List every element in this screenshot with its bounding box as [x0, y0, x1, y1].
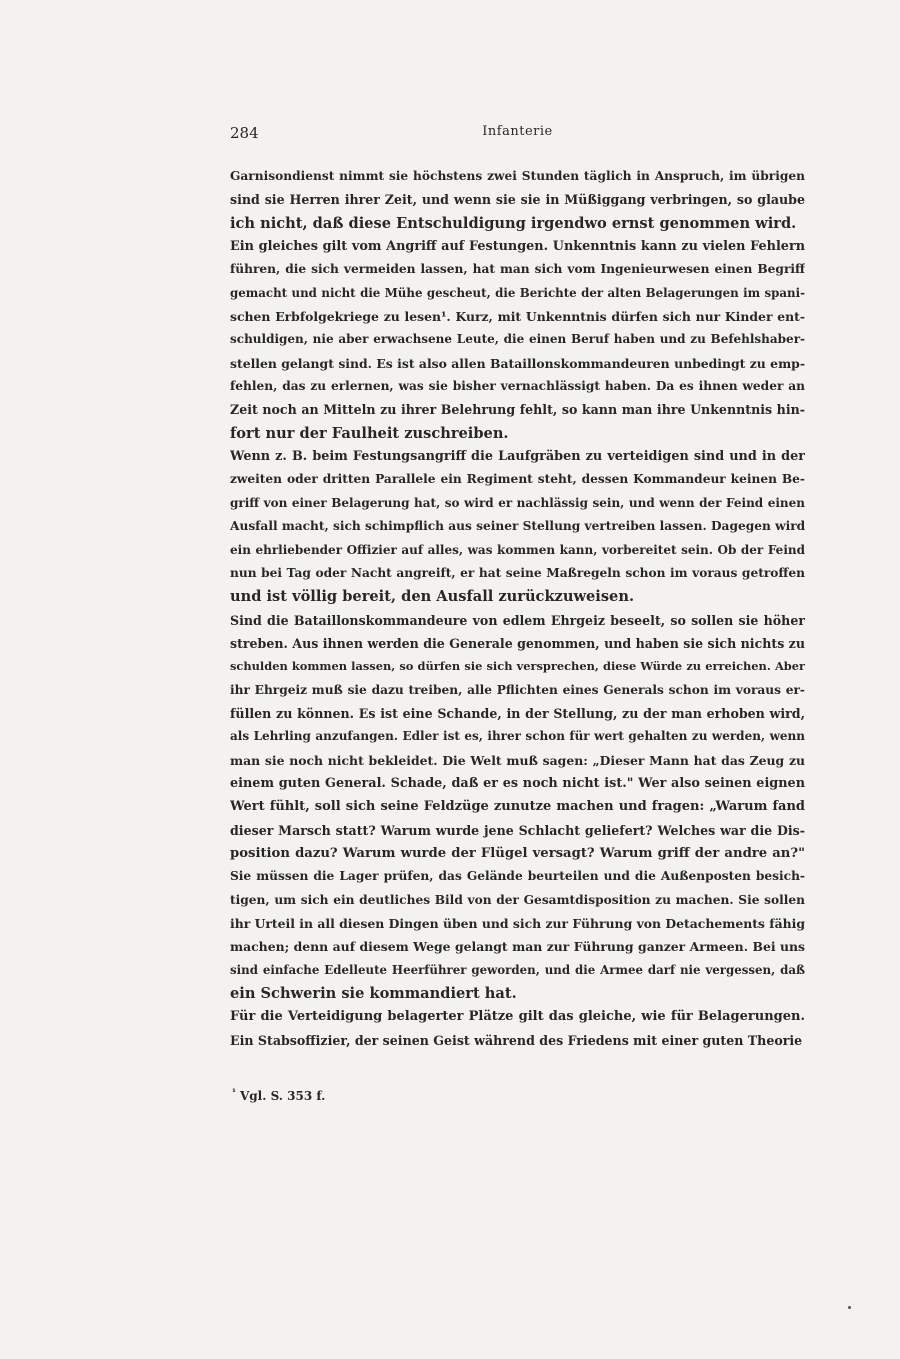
text-line: schulden kommen lassen, so dürfen sie sich versprechen, diese Würde zu erreichen. Aber [230, 659, 805, 674]
text-line: führen, die sich vermeiden lassen, hat man sich vom Ingenieurwesen einen Begriff [230, 262, 805, 277]
text-line: dieser Marsch statt? Warum wurde jene Schlacht geliefert? Welches war die Dis- [230, 822, 805, 838]
text-line: und ist völlig bereit, den Ausfall zurückzuweisen. [230, 588, 635, 606]
text-line: fort nur der Faulheit zuschreiben. [230, 424, 509, 442]
text-line: ein Schwerin sie kommandiert hat. [230, 985, 517, 1003]
text-line: Ausfall macht, sich schimpflich aus seiner Stellung vertreiben lassen. Dagegen wird [230, 519, 805, 534]
text-line: schuldigen, nie aber erwachsene Leute, die einen Beruf haben und zu Befehlshaber- [230, 332, 805, 347]
footnote [232, 1088, 325, 1103]
body-text [230, 165, 805, 1052]
text-line: Ein gleiches gilt vom Angriff auf Festungen. Unkenntnis kann zu vielen Fehlern [230, 239, 805, 255]
text-line: ein ehrliebender Offizier auf alles, was kommen kann, vorbereitet sein. Ob der Feind [230, 542, 805, 557]
chapter-title: Infanterie [482, 124, 553, 139]
text-line: ihr Ehrgeiz muß sie dazu treiben, alle Pflichten eines Generals schon im voraus er- [230, 682, 805, 697]
text-line: Garnisondienst nimmt sie höchstens zwei Stunden täglich in Anspruch, im übrigen [230, 169, 805, 183]
text-line: sind sie Herren ihrer Zeit, und wenn sie sie in Müßiggang verbringen, so glaube [230, 192, 805, 208]
text-line: position dazu? Warum wurde der Flügel versagt? Warum griff der andre an?" [230, 845, 805, 861]
text-line: Ein Stabsoffizier, der seinen Geist während des Friedens mit einer guten Theorie [230, 1032, 803, 1048]
text-line: Wenn z. B. beim Festungsangriff die Laufgräben zu verteidigen sind und in der [230, 449, 805, 465]
text-line: zweiten oder dritten Parallele ein Regiment steht, dessen Kommandeur keinen Be- [230, 472, 805, 487]
text-line: Wert fühlt, soll sich seine Feldzüge zunutze machen und fragen: „Warum fand [230, 799, 805, 815]
text-line: machen; denn auf diesem Wege gelangt man zur Führung ganzer Armeen. Bei uns [230, 939, 805, 955]
text-line: einem guten General. Schade, daß er es noch nicht ist." Wer also seinen eignen [230, 775, 805, 791]
running-head [230, 124, 805, 148]
text-line: griff von einer Belagerung hat, so wird er nachlässig sein, und wenn der Feind einen [230, 495, 805, 510]
text-line: sind einfache Edelleute Heerführer geworden, und die Armee darf nie vergessen, daß [230, 962, 805, 977]
footnote-mark: ¹ [232, 1088, 236, 1098]
text-line: Zeit noch an Mitteln zu ihrer Belehrung fehlt, so kann man ihre Unkenntnis hin- [230, 402, 805, 418]
text-line: stellen gelangt sind. Es ist also allen Bataillonskommandeuren unbedingt zu emp- [230, 355, 805, 371]
text-line: als Lehrling anzufangen. Edler ist es, ihrer schon für wert gehalten zu werden, wenn [230, 729, 805, 744]
text-line: füllen zu können. Es ist eine Schande, in der Stellung, zu der man erhoben wird, [230, 705, 805, 721]
footnote-text: Vgl. S. 353 f. [239, 1089, 326, 1103]
text-line: Sie müssen die Lager prüfen, das Gelände beurteilen und die Außenposten besich- [230, 869, 805, 884]
text-line: gemacht und nicht die Mühe gescheut, die Berichte der alten Belagerungen im spani- [230, 285, 805, 300]
text-line: Für die Verteidigung belagerter Plätze gilt das gleiche, wie für Belagerungen. [230, 1009, 805, 1025]
text-line: ihr Urteil in all diesen Dingen üben und sich zur Führung von Detachements fähig [230, 916, 805, 931]
text-line: tigen, um sich ein deutliches Bild von der Gesamtdisposition zu machen. Sie sollen [230, 892, 805, 907]
text-line: man sie noch nicht bekleidet. Die Welt muß sagen: „Dieser Mann hat das Zeug zu [230, 752, 805, 768]
text-line: fehlen, das zu erlernen, was sie bisher vernachlässigt haben. Da es ihnen weder an [230, 379, 805, 394]
scan-speck [848, 1306, 851, 1309]
text-line: streben. Aus ihnen werden die Generale genommen, und haben sie sich nichts zu [230, 635, 805, 651]
text-line: nun bei Tag oder Nacht angreift, er hat seine Maßregeln schon im voraus getroffen [230, 565, 805, 580]
page-number: 284 [230, 124, 259, 142]
text-line: Sind die Bataillonskommandeure von edlem Ehrgeiz beseelt, so sollen sie höher [230, 612, 805, 628]
text-line: ich nicht, daß diese Entschuldigung irgendwo ernst genommen wird. [230, 214, 797, 232]
text-line: schen Erbfolgekriege zu lesen¹. Kurz, mit Unkenntnis dürfen sich nur Kinder ent- [230, 309, 805, 325]
